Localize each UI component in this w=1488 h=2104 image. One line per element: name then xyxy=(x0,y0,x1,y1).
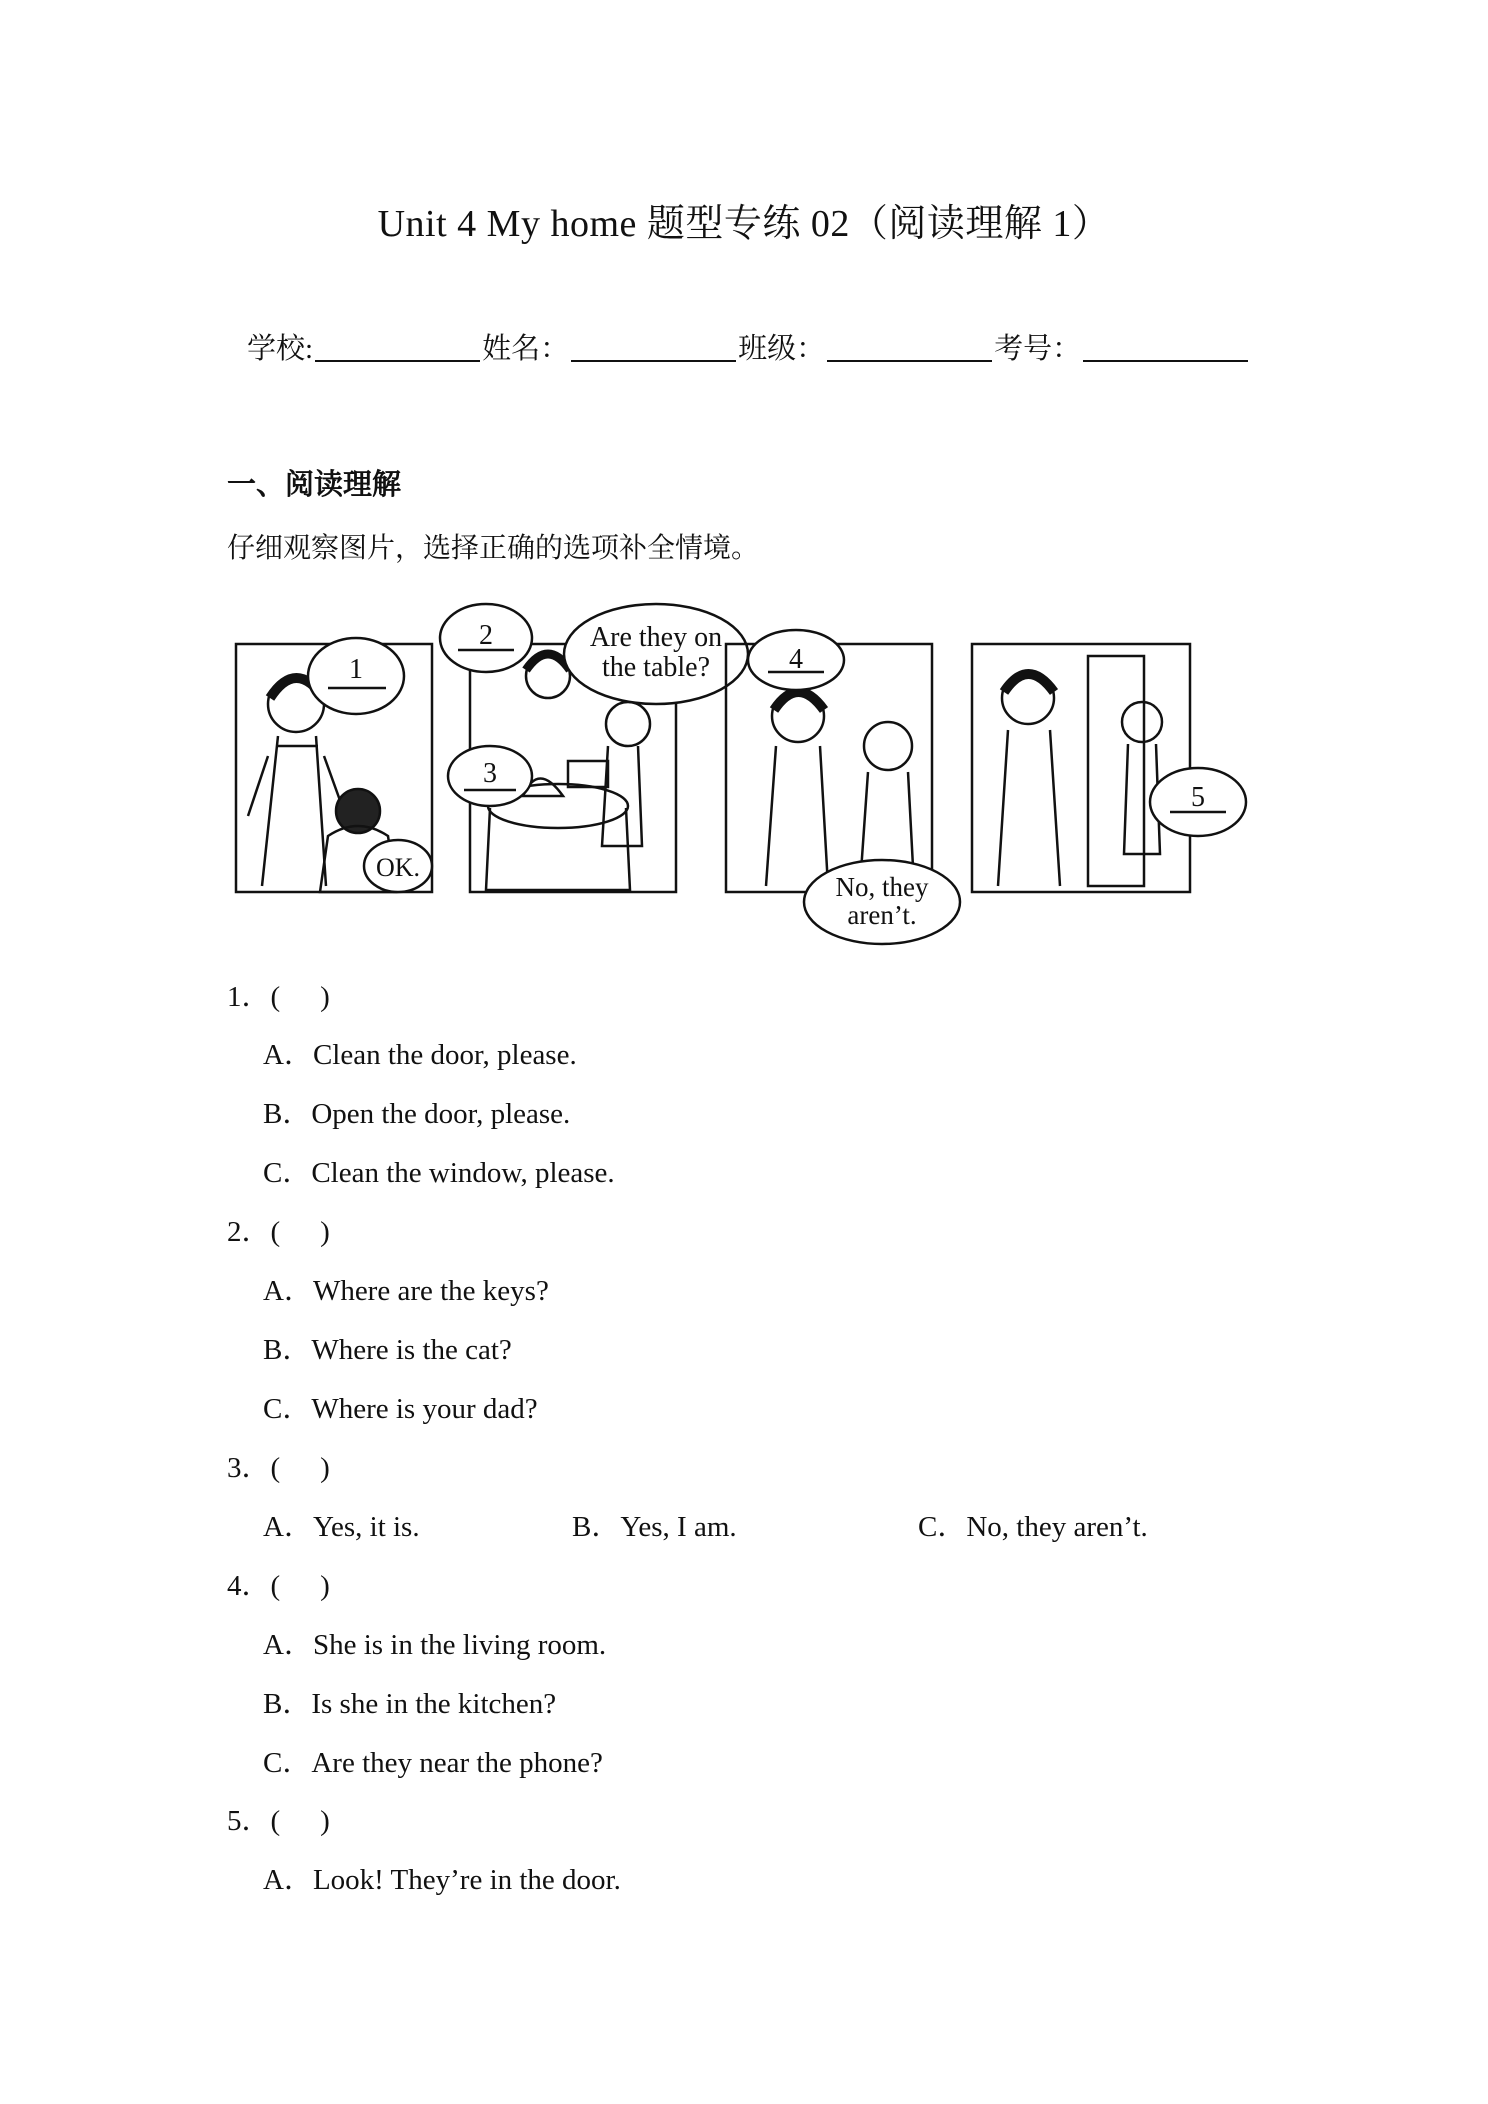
comic-bubble-2 xyxy=(440,604,532,672)
page-title: Unit 4 My home 题型专练 02（阅读理解 1） xyxy=(377,203,1111,245)
question-2-option-a[interactable]: A．Where are the keys? xyxy=(263,1275,549,1307)
bubble-1-number: 1 xyxy=(349,654,363,685)
question-4-option-c[interactable]: C．Are they near the phone? xyxy=(263,1747,603,1779)
question-3-option-c[interactable]: C．No, they aren’t. xyxy=(918,1511,1148,1543)
name-label: 姓名： xyxy=(482,333,570,365)
bubble-answer-line2: aren’t. xyxy=(847,900,917,930)
bubble-5-number: 5 xyxy=(1191,782,1205,813)
name-blank[interactable] xyxy=(571,330,736,362)
question-1-option-b[interactable]: B．Open the door, please. xyxy=(263,1098,571,1130)
comic-bubble-1 xyxy=(308,638,404,714)
bubble-question-line1: Are they on xyxy=(589,622,723,653)
bubble-ok-text: OK. xyxy=(375,853,421,882)
bubble-3-number: 3 xyxy=(483,758,497,789)
section-heading: 一、阅读理解 xyxy=(227,467,402,501)
comic-bubble-question xyxy=(564,604,748,704)
question-1-number: 1．( ) xyxy=(227,981,330,1013)
school-blank[interactable] xyxy=(315,330,480,362)
question-1-option-a[interactable]: A．Clean the door, please. xyxy=(263,1039,577,1071)
student-info-line xyxy=(247,326,1250,367)
bubble-2-number: 2 xyxy=(479,620,493,651)
bubble-answer-line1: No, they xyxy=(835,872,929,902)
comic-panel-4 xyxy=(972,644,1190,892)
question-5-option-a[interactable]: A．Look! They’re in the door. xyxy=(263,1864,621,1896)
bubble-4-number: 4 xyxy=(789,644,803,675)
class-blank[interactable] xyxy=(827,330,992,362)
bubble-question-line2: the table? xyxy=(601,652,711,683)
question-2-option-c[interactable]: C．Where is your dad? xyxy=(263,1393,538,1425)
question-4-number: 4．( ) xyxy=(227,1570,330,1602)
question-2-number: 2．( ) xyxy=(227,1216,330,1248)
question-4-option-a[interactable]: A．She is in the living room. xyxy=(263,1629,607,1661)
exam-number-blank[interactable] xyxy=(1083,330,1248,362)
question-3-number: 3．( ) xyxy=(227,1452,330,1484)
exam-number-label: 考号： xyxy=(994,333,1082,365)
comic-bubble-answer xyxy=(804,860,960,944)
comic-bubble-3 xyxy=(448,746,532,806)
question-4-option-b[interactable]: B．Is she in the kitchen? xyxy=(263,1688,557,1720)
question-1-option-c[interactable]: C．Clean the window, please. xyxy=(263,1157,615,1189)
question-3-option-b[interactable]: B．Yes, I am. xyxy=(572,1511,737,1543)
comic-bubble-5 xyxy=(1150,768,1246,836)
comic-bubble-ok xyxy=(364,840,432,892)
class-label: 班级： xyxy=(738,333,826,365)
comic-strip xyxy=(228,596,1268,956)
comic-bubble-4 xyxy=(748,630,844,690)
question-5-number: 5．( ) xyxy=(227,1805,330,1837)
section-instruction: 仔细观察图片，选择正确的选项补全情境。 xyxy=(227,531,760,564)
school-label: 学校: xyxy=(247,333,314,365)
question-2-option-b[interactable]: B．Where is the cat? xyxy=(263,1334,512,1366)
question-3-option-a[interactable]: A．Yes, it is. xyxy=(263,1511,420,1543)
